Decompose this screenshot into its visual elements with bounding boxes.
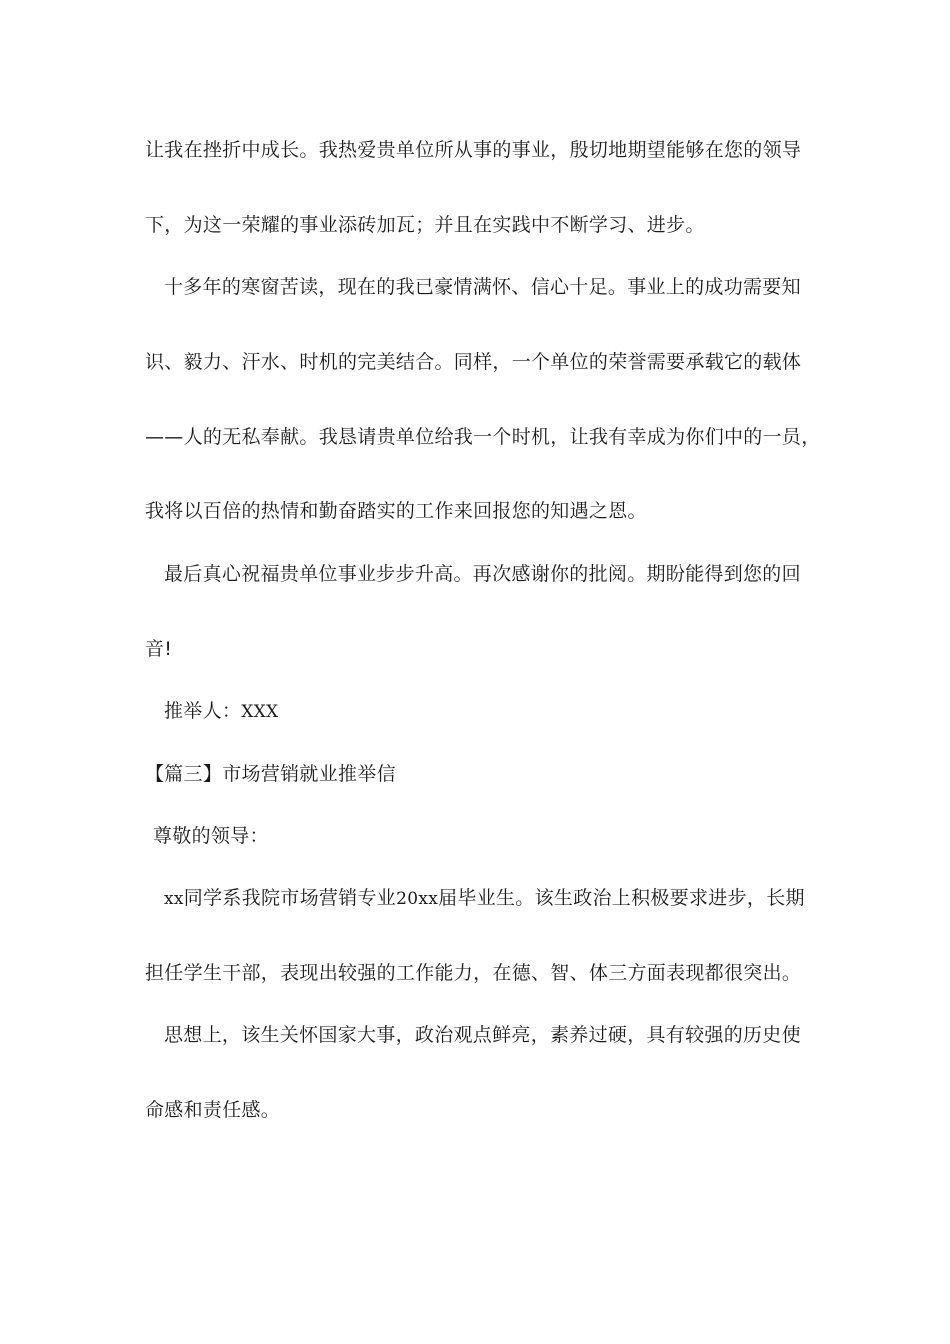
recommender-name: XXX [241,702,279,722]
paragraph-line [145,960,801,986]
text-run: 命感和责任感。 [145,1099,281,1121]
text-run: 同学系我院市场营销专业 [183,887,397,909]
text-run: 识、毅力、汗水、时机的完美结合。同样，一个单位的荣誉需要承载它的载体 [145,351,802,373]
salutation [153,823,269,849]
text-run: xx [164,889,184,909]
text-run: 十多年的寒窗苦读，现在的我已豪情满怀、信心十足。事业上的成功需要知 [164,276,801,298]
text-run: 音! [145,638,173,660]
recommender-label: 推举人： [164,700,242,722]
text-run: 担任学生干部，表现出较强的工作能力，在德、智、体三方面表现都很突出。 [145,962,802,984]
text-run: 让我在挫折中成长。我热爱贵单位所从事的事业，殷切地期望能够在您的领导 [145,139,802,161]
paragraph-line [164,561,801,587]
text-run: 下，为这一荣耀的事业添砖加瓦；并且在实践中不断学习、进步。 [145,214,705,236]
paragraph-line [145,636,172,662]
paragraph-line [145,498,647,524]
section-title: 【篇三】市场营销就业推举信 [145,763,396,785]
text-run: 我将以百倍的热情和勤奋踏实的工作来回报您的知遇之恩。 [145,500,647,522]
text-run: 20xx [396,889,439,909]
text-run: 最后真心祝福贵单位事业步步升高。再次感谢你的批阅。期盼能得到您的回 [164,563,801,585]
text-run: 思想上，该生关怀国家大事，政治观点鲜亮，素养过硬，具有较强的历史使 [164,1024,801,1046]
paragraph-line [164,274,801,300]
paragraph-line [164,885,805,912]
paragraph-line [145,349,801,375]
text-run: ——人的无私奉献。我恳请贵单位给我一个时机，让我有幸成为你们中的一员， [145,426,821,448]
paragraph-line [145,1097,280,1123]
recommender-line [164,698,278,725]
salutation-text: 尊敬的领导： [153,825,269,847]
paragraph-line [145,424,821,450]
paragraph-line [145,137,801,163]
text-run: 届毕业生。该生政治上积极要求进步，长期 [438,887,805,909]
paragraph-line [145,212,705,238]
section-heading [145,761,396,787]
paragraph-line [164,1022,801,1048]
